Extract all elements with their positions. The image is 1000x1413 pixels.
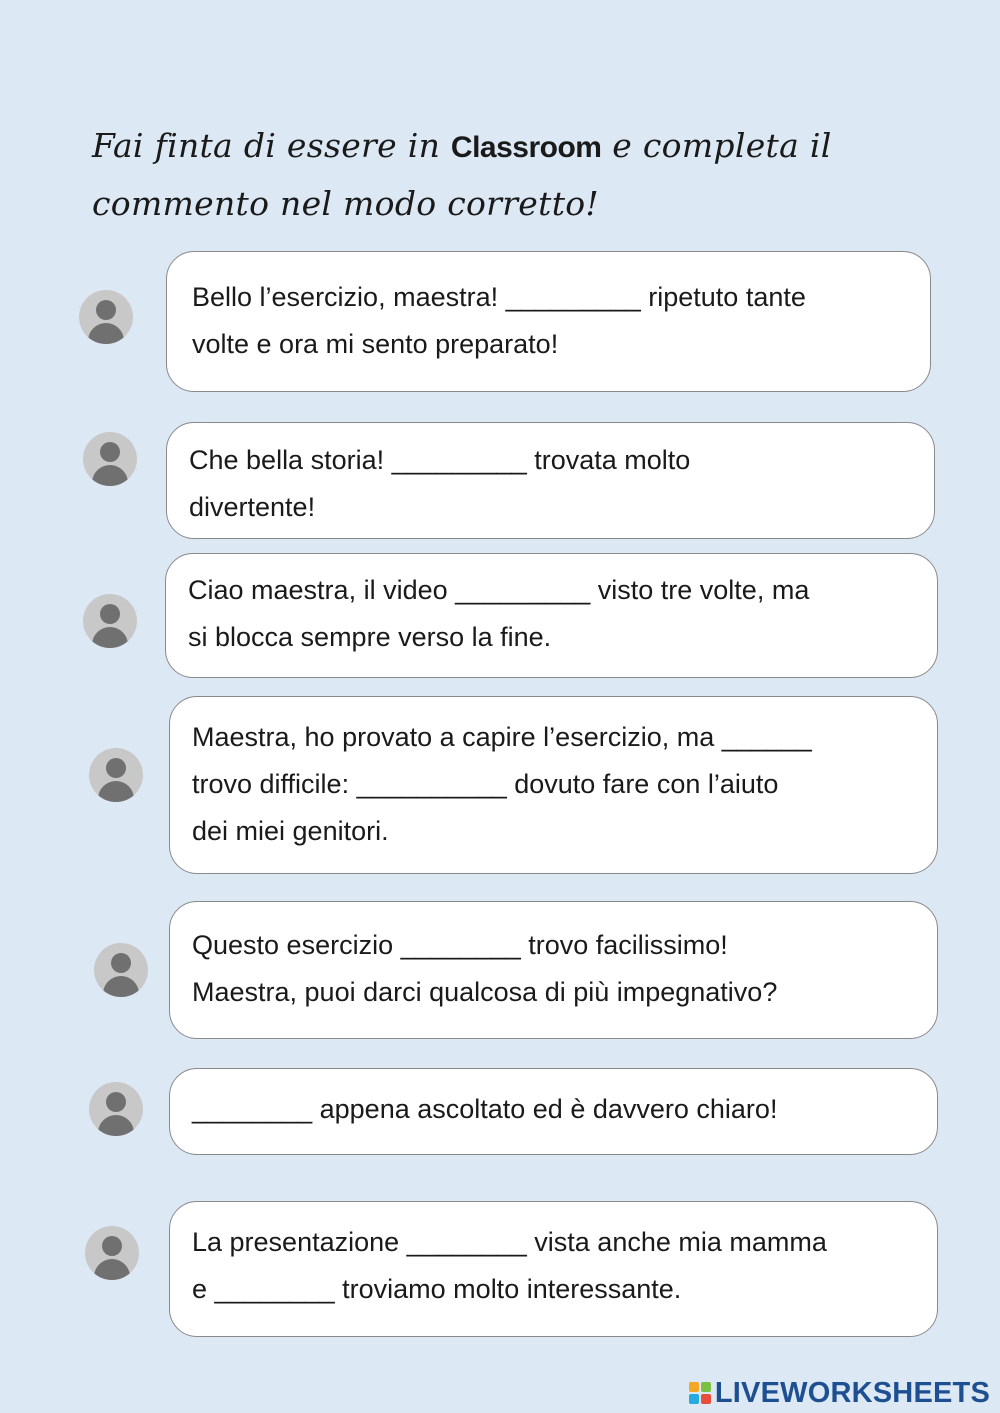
- avatar-icon: [85, 1226, 139, 1280]
- comment-line: ________ appena ascoltato ed è davvero chiaro!: [192, 1094, 778, 1124]
- comment-line: Che bella storia! _________ trovata molto: [189, 445, 691, 475]
- comment-line: Maestra, ho provato a capire l’esercizio, ma ______: [192, 722, 812, 752]
- comment-line: Questo esercizio ________ trovo facilissimo!: [192, 930, 728, 960]
- logo-text: LIVEWORKSHEETS: [714, 1377, 990, 1409]
- avatar-icon: [79, 290, 133, 344]
- logo-mark-icon: [689, 1382, 713, 1406]
- title-text-end: e completa il commento nel modo corretto!: [92, 126, 832, 223]
- avatar-icon: [94, 943, 148, 997]
- avatar-icon: [89, 748, 143, 802]
- comment-line: divertente!: [189, 492, 316, 522]
- comment-bubble: [166, 422, 935, 539]
- comment-line: Bello l’esercizio, maestra! _________ ripetuto tante: [192, 282, 806, 312]
- comment-bubble: [166, 251, 931, 392]
- comment-line: Ciao maestra, il video _________ visto tre volte, ma: [188, 575, 810, 605]
- comment-bubble: [165, 553, 938, 678]
- comment-line: volte e ora mi sento preparato!: [192, 329, 559, 359]
- comment-line: La presentazione ________ vista anche mia mamma: [192, 1227, 827, 1257]
- avatar-icon: [89, 1082, 143, 1136]
- title-brand-classroom: Classroom: [450, 131, 602, 164]
- liveworksheets-logo: [689, 1377, 990, 1410]
- worksheet-title: [92, 118, 952, 232]
- comment-bubble: [169, 901, 938, 1039]
- comment-bubble: [169, 696, 938, 874]
- comment-line: e ________ troviamo molto interessante.: [192, 1274, 682, 1304]
- comment-line: si blocca sempre verso la fine.: [188, 622, 552, 652]
- avatar-icon: [83, 594, 137, 648]
- comment-line: trovo difficile: __________ dovuto fare con l’aiuto: [192, 769, 779, 799]
- title-text-start: Fai finta di essere in: [92, 126, 451, 165]
- comment-bubble: [169, 1201, 938, 1337]
- comment-bubble: [169, 1068, 938, 1155]
- comment-line: Maestra, puoi darci qualcosa di più impegnativo?: [192, 977, 778, 1007]
- comment-line: dei miei genitori.: [192, 816, 389, 846]
- avatar-icon: [83, 432, 137, 486]
